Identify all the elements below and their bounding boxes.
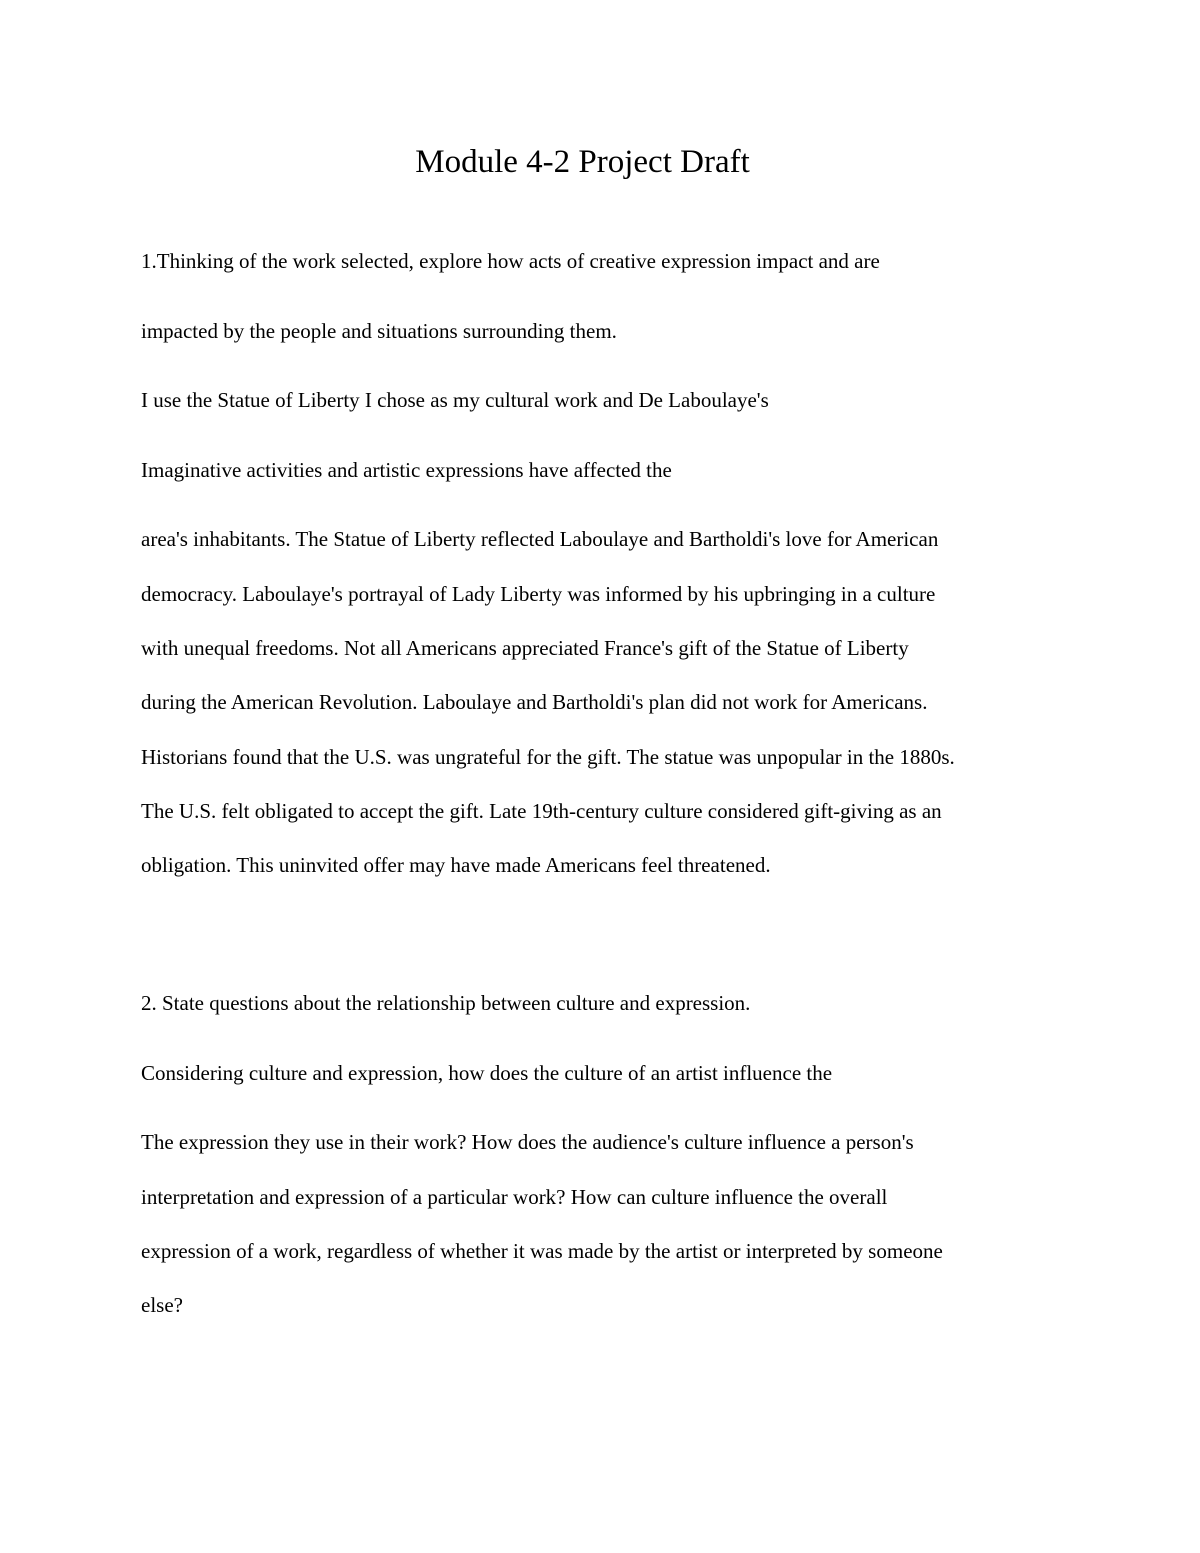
- paragraph-line: The expression they use in their work? How does the audience's culture influence a person's: [141, 1130, 914, 1154]
- paragraph-line: Imaginative activities and artistic expressions have affected the: [141, 458, 672, 482]
- paragraph-line: I use the Statue of Liberty I chose as my cultural work and De Laboulaye's: [141, 388, 769, 412]
- paragraph-line: impacted by the people and situations surrounding them.: [141, 319, 617, 343]
- paragraph-line: 1.Thinking of the work selected, explore how acts of creative expression impact and are: [141, 249, 880, 273]
- paragraph-line: area's inhabitants. The Statue of Liberty reflected Laboulaye and Bartholdi's love for American: [141, 527, 939, 551]
- paragraph-line: interpretation and expression of a particular work? How can culture influence the overall: [141, 1185, 888, 1209]
- paragraph-line: Historians found that the U.S. was ungrateful for the gift. The statue was unpopular in the 1880s.: [141, 745, 955, 769]
- paragraph-line: with unequal freedoms. Not all Americans appreciated France's gift of the Statue of Liberty: [141, 636, 909, 660]
- paragraph-line: 2. State questions about the relationship between culture and expression.: [141, 991, 751, 1015]
- paragraph-line: Considering culture and expression, how does the culture of an artist influence the: [141, 1061, 833, 1085]
- paragraph-line: obligation. This uninvited offer may have made Americans feel threatened.: [141, 853, 771, 877]
- paragraph-line: expression of a work, regardless of whether it was made by the artist or interpreted by someone: [141, 1239, 943, 1263]
- paragraph-line: during the American Revolution. Laboulaye and Bartholdi's plan did not work for Americans.: [141, 690, 928, 714]
- page-title: Module 4-2 Project Draft: [415, 144, 750, 180]
- paragraph-line: else?: [141, 1293, 183, 1317]
- paragraph-line: The U.S. felt obligated to accept the gift. Late 19th-century culture considered gift-giving as an: [141, 799, 942, 823]
- paragraph-line: democracy. Laboulaye's portrayal of Lady Liberty was informed by his upbringing in a culture: [141, 582, 936, 606]
